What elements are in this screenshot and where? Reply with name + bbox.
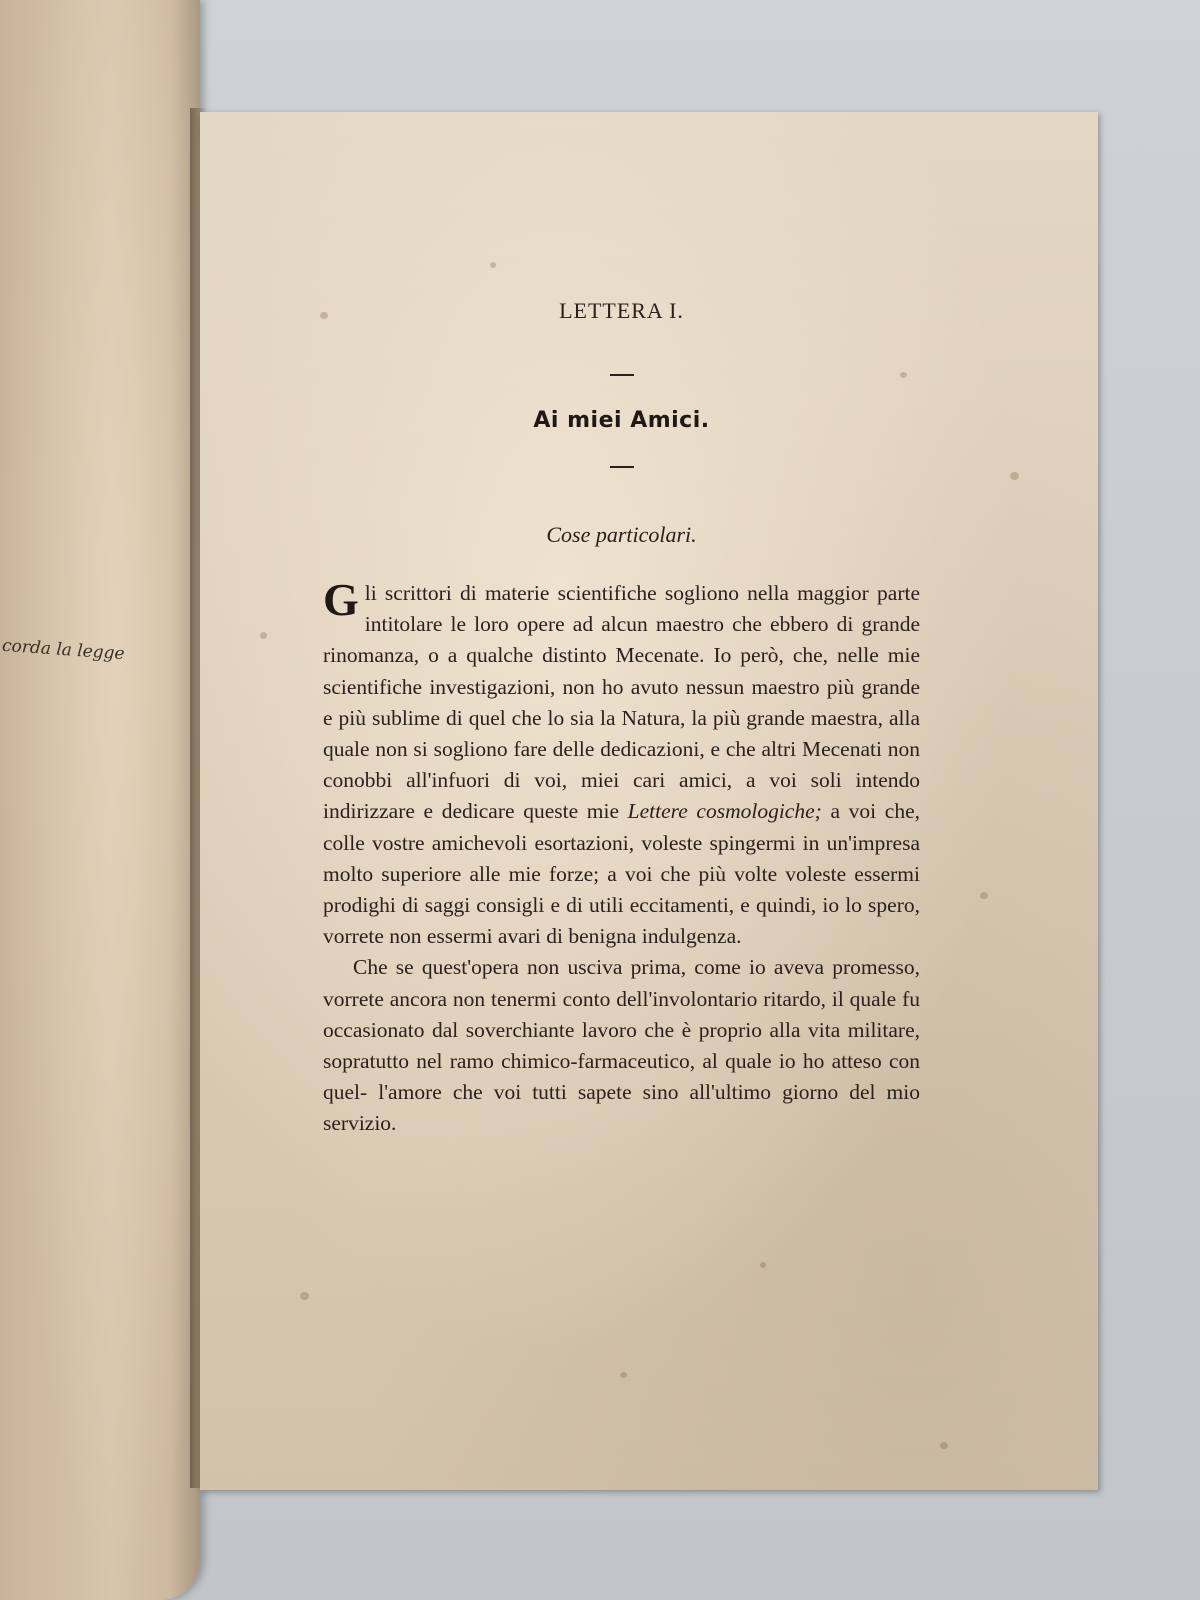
foxing-spot — [260, 632, 267, 639]
paragraph-1 — [323, 574, 920, 952]
body-text — [323, 574, 920, 1140]
left-page-text-fragment: corda la legge — [1, 635, 126, 665]
foxing-spot — [1010, 472, 1019, 480]
foxing-spot — [980, 892, 988, 899]
left-page — [0, 0, 200, 1600]
separator-top — [610, 374, 634, 376]
letter-heading: LETTERA I. — [559, 298, 684, 323]
paragraph-1-end: a voi che, colle vostre amichevoli esortazioni, voleste spingermi in un'impresa molto superiore alle mie forze; a voi che più volte voleste essermi prodighi di saggi consigli e di utili eccitamenti, e quindi, io lo spero, vorrete non essermi avari di benigna indulgenza. — [323, 799, 920, 949]
foxing-spot — [300, 1292, 309, 1300]
book-page — [200, 112, 1098, 1490]
paragraph-2: Che se quest'opera non usciva prima, come io aveva promesso, vorrete ancora non tenermi conto dell'involontario ritardo, il quale fu occasionato dal soverchiante lavoro che è proprio alla vita militare, sopratutto nel ramo chimico-farmaceutico, al quale io ho atteso con quel- l'amore che voi tutti sapete sino all'ultimo giorno del mio servizio. — [323, 955, 920, 1136]
text-block — [323, 112, 920, 1490]
separator-bottom — [610, 466, 634, 468]
dedication-title: Ai miei Amici. — [533, 408, 710, 433]
paragraph-1-start: li scrittori di materie scientifiche sogliono nella maggior parte intitolare le loro opere ad alcun maestro che ebbero di grande rinomanza, o a qualche distinto Mecenate. Io però, che, nelle mie scientifiche investigazioni, non ho avuto nessun maestro più grande e più sublime di quel che lo sia la Natura, la più grande maestra, alla quale non si sogliono fare delle dedicazioni, e che altri Mecenati non conobbi all'infuori di voi, miei cari amici, a voi soli intendo indirizzare e dedicare queste mie — [323, 581, 920, 824]
book-title-italic: Lettere cosmologiche; — [627, 799, 822, 824]
foxing-spot — [940, 1442, 948, 1449]
drop-cap: G — [323, 574, 359, 625]
section-title: Cose particolari. — [546, 522, 697, 547]
